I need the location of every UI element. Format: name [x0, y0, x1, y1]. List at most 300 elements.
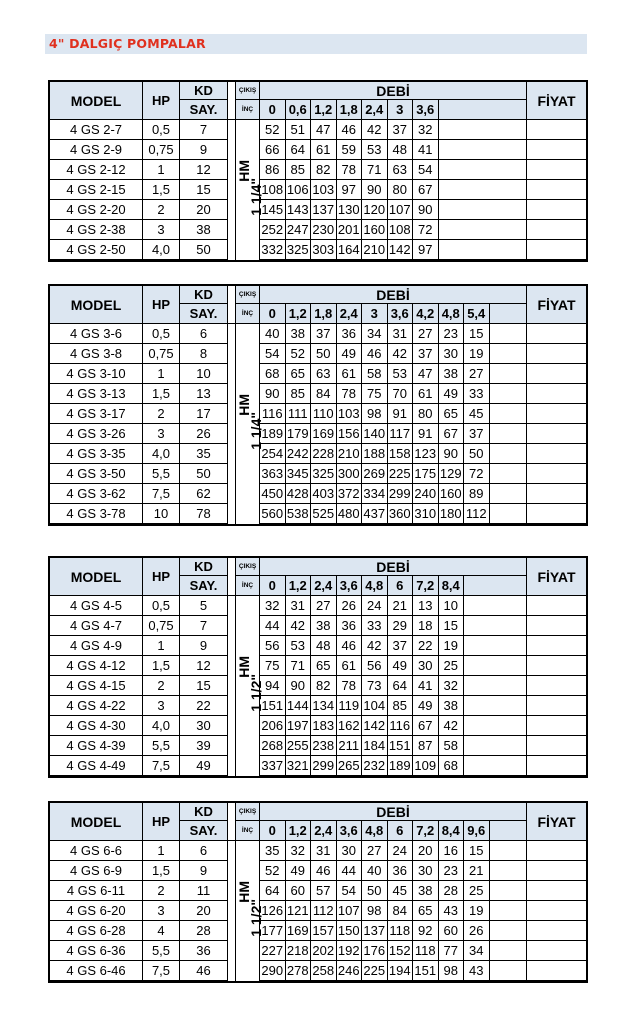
- head-value-cell: 54: [337, 881, 363, 901]
- hp-cell: 4,0: [143, 716, 180, 736]
- head-value-cell: 31: [388, 324, 414, 344]
- kd-cell: 78: [180, 504, 228, 524]
- head-value-cell: 372: [337, 484, 363, 504]
- kd-cell: 7: [180, 616, 228, 636]
- head-value-cell: 143: [286, 200, 312, 220]
- header-say: SAY.: [180, 100, 228, 120]
- head-value-cell: 58: [439, 736, 465, 756]
- head-value-cell: 109: [413, 756, 439, 776]
- model-cell: 4 GS 4-30: [50, 716, 143, 736]
- hp-cell: 4,0: [143, 240, 180, 260]
- model-cell: 4 GS 4-22: [50, 696, 143, 716]
- head-value-cell: 82: [311, 676, 337, 696]
- head-value-cell: 110: [311, 404, 337, 424]
- head-value-cell: 16: [439, 841, 465, 861]
- flow-rate-header: 4,2: [413, 304, 439, 324]
- head-value-cell: 117: [388, 424, 414, 444]
- price-cell: [527, 616, 586, 636]
- head-value-cell: 34: [464, 941, 490, 961]
- head-value-cell: 40: [260, 324, 286, 344]
- head-value-cell: 44: [260, 616, 286, 636]
- header-cikis: ÇIKIŞ: [236, 82, 260, 100]
- head-value-cell: 211: [337, 736, 363, 756]
- price-cell: [527, 596, 586, 616]
- head-value-cell: 57: [311, 881, 337, 901]
- table-row: [50, 220, 586, 240]
- head-value-cell: 94: [260, 676, 286, 696]
- outlet-size-label: 1 1/2": [248, 674, 264, 712]
- head-value-cell: 142: [362, 716, 388, 736]
- table-row: [50, 636, 586, 656]
- table-row: [50, 941, 586, 961]
- head-value-cell: 67: [439, 424, 465, 444]
- model-cell: 4 GS 4-7: [50, 616, 143, 636]
- price-cell: [527, 364, 586, 384]
- price-cell: [527, 120, 586, 140]
- table-row: [50, 160, 586, 180]
- flow-rate-header: 0: [260, 100, 286, 120]
- hp-cell: 0,75: [143, 344, 180, 364]
- head-value-cell: 162: [337, 716, 363, 736]
- head-value-cell: 64: [286, 140, 312, 160]
- table-row: [50, 961, 586, 981]
- head-value-cell: 258: [311, 961, 337, 981]
- blank-cell: [490, 444, 528, 464]
- kd-cell: 36: [180, 941, 228, 961]
- price-cell: [527, 921, 586, 941]
- head-value-cell: 28: [439, 881, 465, 901]
- hp-cell: 0,75: [143, 140, 180, 160]
- pump-table: [48, 556, 588, 778]
- head-value-cell: 158: [388, 444, 414, 464]
- table-row: [50, 200, 586, 220]
- kd-cell: 7: [180, 120, 228, 140]
- head-value-cell: 247: [286, 220, 312, 240]
- kd-cell: 50: [180, 240, 228, 260]
- head-value-cell: 42: [439, 716, 465, 736]
- kd-cell: 28: [180, 921, 228, 941]
- model-cell: 4 GS 6-11: [50, 881, 143, 901]
- header-kd: KD: [180, 82, 228, 100]
- hp-cell: 2: [143, 881, 180, 901]
- hp-cell: 7,5: [143, 961, 180, 981]
- kd-cell: 9: [180, 636, 228, 656]
- hp-cell: 3: [143, 424, 180, 444]
- head-value-cell: 44: [337, 861, 363, 881]
- head-value-cell: 72: [464, 464, 490, 484]
- head-value-cell: 65: [311, 656, 337, 676]
- head-value-cell: 20: [413, 841, 439, 861]
- head-value-cell: 65: [286, 364, 312, 384]
- outlet-size-label: 1 1/2": [248, 899, 264, 937]
- kd-cell: 30: [180, 716, 228, 736]
- head-value-cell: 60: [286, 881, 312, 901]
- model-cell: 4 GS 4-39: [50, 736, 143, 756]
- head-value-cell: 60: [439, 921, 465, 941]
- price-cell: [527, 656, 586, 676]
- head-value-cell: 36: [337, 324, 363, 344]
- head-value-cell: 71: [286, 656, 312, 676]
- table-row: [50, 344, 586, 364]
- head-value-cell: 59: [337, 140, 363, 160]
- head-value-cell: 49: [388, 656, 414, 676]
- head-value-cell: 24: [362, 596, 388, 616]
- header-hp: HP: [143, 286, 180, 324]
- head-value-cell: 265: [337, 756, 363, 776]
- kd-cell: 35: [180, 444, 228, 464]
- head-value-cell: 15: [439, 616, 465, 636]
- hp-cell: 5,5: [143, 464, 180, 484]
- head-value-cell: 10: [439, 596, 465, 616]
- table-header: [50, 558, 586, 596]
- header-gap: [228, 803, 236, 841]
- flow-rate-header: 8,4: [439, 821, 465, 841]
- pump-table: [48, 80, 588, 262]
- head-value-cell: 299: [388, 484, 414, 504]
- model-cell: 4 GS 6-9: [50, 861, 143, 881]
- price-cell: [527, 841, 586, 861]
- head-value-cell: 560: [260, 504, 286, 524]
- head-value-cell: 437: [362, 504, 388, 524]
- head-value-cell: 42: [362, 120, 388, 140]
- head-value-cell: 41: [413, 140, 439, 160]
- head-value-cell: 25: [464, 881, 490, 901]
- blank-cell: [490, 424, 528, 444]
- head-value-cell: 48: [388, 140, 414, 160]
- head-value-cell: 56: [362, 656, 388, 676]
- blank-cell: [439, 120, 528, 140]
- head-value-cell: 123: [413, 444, 439, 464]
- flow-rate-header: 6: [388, 821, 414, 841]
- flow-rate-header-blank: [490, 304, 528, 324]
- price-cell: [527, 696, 586, 716]
- model-cell: 4 GS 3-26: [50, 424, 143, 444]
- head-value-cell: 202: [311, 941, 337, 961]
- header-gap: [228, 82, 236, 120]
- head-value-cell: 480: [337, 504, 363, 524]
- kd-cell: 12: [180, 160, 228, 180]
- hp-cell: 1: [143, 636, 180, 656]
- table-row: [50, 444, 586, 464]
- table-row: [50, 240, 586, 260]
- kd-cell: 62: [180, 484, 228, 504]
- header-kd: KD: [180, 558, 228, 576]
- header-cikis: ÇIKIŞ: [236, 286, 260, 304]
- head-value-cell: 189: [388, 756, 414, 776]
- head-value-cell: 25: [439, 656, 465, 676]
- price-cell: [527, 504, 586, 524]
- flow-rate-header: 1,2: [286, 821, 312, 841]
- flow-rate-header: 0,6: [286, 100, 312, 120]
- head-value-cell: 29: [388, 616, 414, 636]
- head-value-cell: 45: [464, 404, 490, 424]
- flow-rate-header: 0: [260, 304, 286, 324]
- outlet-size-label: 1 1/4": [248, 178, 264, 216]
- head-value-cell: 61: [337, 364, 363, 384]
- hp-cell: 0,5: [143, 324, 180, 344]
- head-value-cell: 46: [311, 861, 337, 881]
- head-value-cell: 152: [388, 941, 414, 961]
- table-row: [50, 384, 586, 404]
- head-value-cell: 325: [311, 464, 337, 484]
- model-cell: 4 GS 4-15: [50, 676, 143, 696]
- head-value-cell: 151: [413, 961, 439, 981]
- hp-cell: 1,5: [143, 861, 180, 881]
- head-value-cell: 43: [439, 901, 465, 921]
- kd-cell: 26: [180, 424, 228, 444]
- blank-cell: [490, 464, 528, 484]
- head-value-cell: 61: [337, 656, 363, 676]
- head-value-cell: 90: [439, 444, 465, 464]
- head-value-cell: 30: [337, 841, 363, 861]
- head-value-cell: 32: [260, 596, 286, 616]
- header-inc: İNÇ: [236, 576, 260, 596]
- model-cell: 4 GS 4-5: [50, 596, 143, 616]
- table-row: [50, 841, 586, 861]
- head-value-cell: 194: [388, 961, 414, 981]
- head-value-cell: 169: [311, 424, 337, 444]
- model-cell: 4 GS 4-49: [50, 756, 143, 776]
- head-value-cell: 116: [388, 716, 414, 736]
- head-value-cell: 160: [362, 220, 388, 240]
- head-value-cell: 58: [362, 364, 388, 384]
- head-value-cell: 210: [362, 240, 388, 260]
- head-value-cell: 56: [260, 636, 286, 656]
- hm-label: HM: [236, 394, 252, 416]
- head-value-cell: 26: [464, 921, 490, 941]
- hm-label: HM: [236, 160, 252, 182]
- price-cell: [527, 881, 586, 901]
- flow-rate-header: 3,6: [388, 304, 414, 324]
- blank-cell: [490, 404, 528, 424]
- head-value-cell: 42: [362, 636, 388, 656]
- hp-cell: 0,5: [143, 120, 180, 140]
- blank-cell: [464, 596, 527, 616]
- flow-rate-header: 2,4: [311, 576, 337, 596]
- head-value-cell: 363: [260, 464, 286, 484]
- head-value-cell: 13: [413, 596, 439, 616]
- head-value-cell: 85: [286, 160, 312, 180]
- head-value-cell: 21: [388, 596, 414, 616]
- header-debi: DEBİ: [260, 286, 527, 304]
- head-value-cell: 179: [286, 424, 312, 444]
- flow-rate-header: 3,6: [337, 821, 363, 841]
- head-value-cell: 310: [413, 504, 439, 524]
- head-value-cell: 130: [337, 200, 363, 220]
- header-hp: HP: [143, 82, 180, 120]
- head-value-cell: 15: [464, 324, 490, 344]
- model-cell: 4 GS 3-78: [50, 504, 143, 524]
- header-hp: HP: [143, 803, 180, 841]
- head-value-cell: 188: [362, 444, 388, 464]
- blank-cell: [464, 716, 527, 736]
- header-model: MODEL: [50, 803, 143, 841]
- price-cell: [527, 404, 586, 424]
- head-value-cell: 27: [464, 364, 490, 384]
- head-value-cell: 403: [311, 484, 337, 504]
- kd-cell: 9: [180, 140, 228, 160]
- head-value-cell: 53: [362, 140, 388, 160]
- head-value-cell: 303: [311, 240, 337, 260]
- table-header: [50, 803, 586, 841]
- head-value-cell: 37: [388, 120, 414, 140]
- head-value-cell: 108: [260, 180, 286, 200]
- head-value-cell: 176: [362, 941, 388, 961]
- blank-cell: [490, 901, 528, 921]
- head-value-cell: 240: [413, 484, 439, 504]
- head-value-cell: 157: [311, 921, 337, 941]
- kd-cell: 15: [180, 180, 228, 200]
- table-row: [50, 424, 586, 444]
- kd-cell: 12: [180, 656, 228, 676]
- head-value-cell: 206: [260, 716, 286, 736]
- table-row: [50, 736, 586, 756]
- hp-cell: 1,5: [143, 384, 180, 404]
- head-value-cell: 67: [413, 180, 439, 200]
- flow-rate-header: 2,4: [337, 304, 363, 324]
- head-value-cell: 36: [388, 861, 414, 881]
- header-fiyat: FİYAT: [527, 286, 586, 324]
- table-row: [50, 716, 586, 736]
- flow-rate-header: 1,8: [337, 100, 363, 120]
- head-value-cell: 66: [260, 140, 286, 160]
- table-row: [50, 140, 586, 160]
- table-header: [50, 286, 586, 324]
- header-model: MODEL: [50, 82, 143, 120]
- head-value-cell: 21: [464, 861, 490, 881]
- blank-cell: [439, 200, 528, 220]
- head-value-cell: 230: [311, 220, 337, 240]
- head-value-cell: 38: [439, 364, 465, 384]
- head-value-cell: 134: [311, 696, 337, 716]
- head-value-cell: 78: [337, 160, 363, 180]
- head-value-cell: 145: [260, 200, 286, 220]
- head-value-cell: 111: [286, 404, 312, 424]
- price-cell: [527, 716, 586, 736]
- table-row: [50, 901, 586, 921]
- flow-rate-header-blank: [439, 100, 528, 120]
- price-cell: [527, 160, 586, 180]
- head-value-cell: 119: [337, 696, 363, 716]
- head-value-cell: 80: [388, 180, 414, 200]
- kd-cell: 38: [180, 220, 228, 240]
- head-value-cell: 77: [439, 941, 465, 961]
- head-value-cell: 41: [413, 676, 439, 696]
- table-row: [50, 464, 586, 484]
- model-cell: 4 GS 2-9: [50, 140, 143, 160]
- price-cell: [527, 756, 586, 776]
- hp-cell: 0,75: [143, 616, 180, 636]
- flow-rate-header: 2,4: [362, 100, 388, 120]
- hp-cell: 7,5: [143, 484, 180, 504]
- kd-cell: 9: [180, 861, 228, 881]
- kd-cell: 6: [180, 841, 228, 861]
- price-cell: [527, 941, 586, 961]
- head-value-cell: 232: [362, 756, 388, 776]
- head-value-cell: 54: [260, 344, 286, 364]
- head-value-cell: 116: [260, 404, 286, 424]
- head-value-cell: 337: [260, 756, 286, 776]
- head-value-cell: 49: [439, 384, 465, 404]
- head-value-cell: 87: [413, 736, 439, 756]
- kd-cell: 15: [180, 676, 228, 696]
- head-value-cell: 164: [337, 240, 363, 260]
- head-value-cell: 144: [286, 696, 312, 716]
- model-cell: 4 GS 2-7: [50, 120, 143, 140]
- flow-rate-header-blank: [490, 821, 528, 841]
- price-cell: [527, 901, 586, 921]
- head-value-cell: 98: [362, 404, 388, 424]
- head-value-cell: 227: [260, 941, 286, 961]
- head-value-cell: 19: [464, 901, 490, 921]
- head-value-cell: 225: [362, 961, 388, 981]
- table-row: [50, 180, 586, 200]
- model-cell: 4 GS 3-17: [50, 404, 143, 424]
- head-value-cell: 140: [362, 424, 388, 444]
- header-say: SAY.: [180, 304, 228, 324]
- header-cikis: ÇIKIŞ: [236, 558, 260, 576]
- head-value-cell: 43: [464, 961, 490, 981]
- kd-cell: 39: [180, 736, 228, 756]
- head-value-cell: 300: [337, 464, 363, 484]
- head-value-cell: 108: [388, 220, 414, 240]
- header-kd: KD: [180, 286, 228, 304]
- model-cell: 4 GS 3-8: [50, 344, 143, 364]
- model-cell: 4 GS 6-20: [50, 901, 143, 921]
- head-value-cell: 97: [337, 180, 363, 200]
- header-debi: DEBİ: [260, 558, 527, 576]
- head-value-cell: 428: [286, 484, 312, 504]
- head-value-cell: 192: [337, 941, 363, 961]
- head-value-cell: 151: [388, 736, 414, 756]
- table-row: [50, 504, 586, 524]
- price-cell: [527, 324, 586, 344]
- flow-rate-header-blank: [464, 576, 527, 596]
- head-value-cell: 26: [337, 596, 363, 616]
- head-value-cell: 150: [337, 921, 363, 941]
- head-value-cell: 37: [413, 344, 439, 364]
- head-value-cell: 84: [311, 384, 337, 404]
- head-value-cell: 450: [260, 484, 286, 504]
- head-value-cell: 63: [311, 364, 337, 384]
- flow-rate-header: 4,8: [362, 821, 388, 841]
- head-value-cell: 97: [413, 240, 439, 260]
- head-value-cell: 90: [413, 200, 439, 220]
- head-value-cell: 269: [362, 464, 388, 484]
- head-value-cell: 268: [260, 736, 286, 756]
- price-cell: [527, 861, 586, 881]
- header-model: MODEL: [50, 286, 143, 324]
- head-value-cell: 68: [260, 364, 286, 384]
- head-value-cell: 30: [413, 656, 439, 676]
- head-value-cell: 27: [311, 596, 337, 616]
- head-value-cell: 252: [260, 220, 286, 240]
- price-cell: [527, 220, 586, 240]
- header-fiyat: FİYAT: [527, 803, 586, 841]
- head-value-cell: 49: [286, 861, 312, 881]
- head-value-cell: 75: [260, 656, 286, 676]
- head-value-cell: 30: [413, 861, 439, 881]
- blank-cell: [464, 656, 527, 676]
- blank-cell: [464, 736, 527, 756]
- head-value-cell: 51: [286, 120, 312, 140]
- hp-cell: 1: [143, 364, 180, 384]
- hp-cell: 3: [143, 220, 180, 240]
- head-value-cell: 50: [464, 444, 490, 464]
- price-cell: [527, 676, 586, 696]
- head-value-cell: 47: [413, 364, 439, 384]
- head-value-cell: 40: [362, 861, 388, 881]
